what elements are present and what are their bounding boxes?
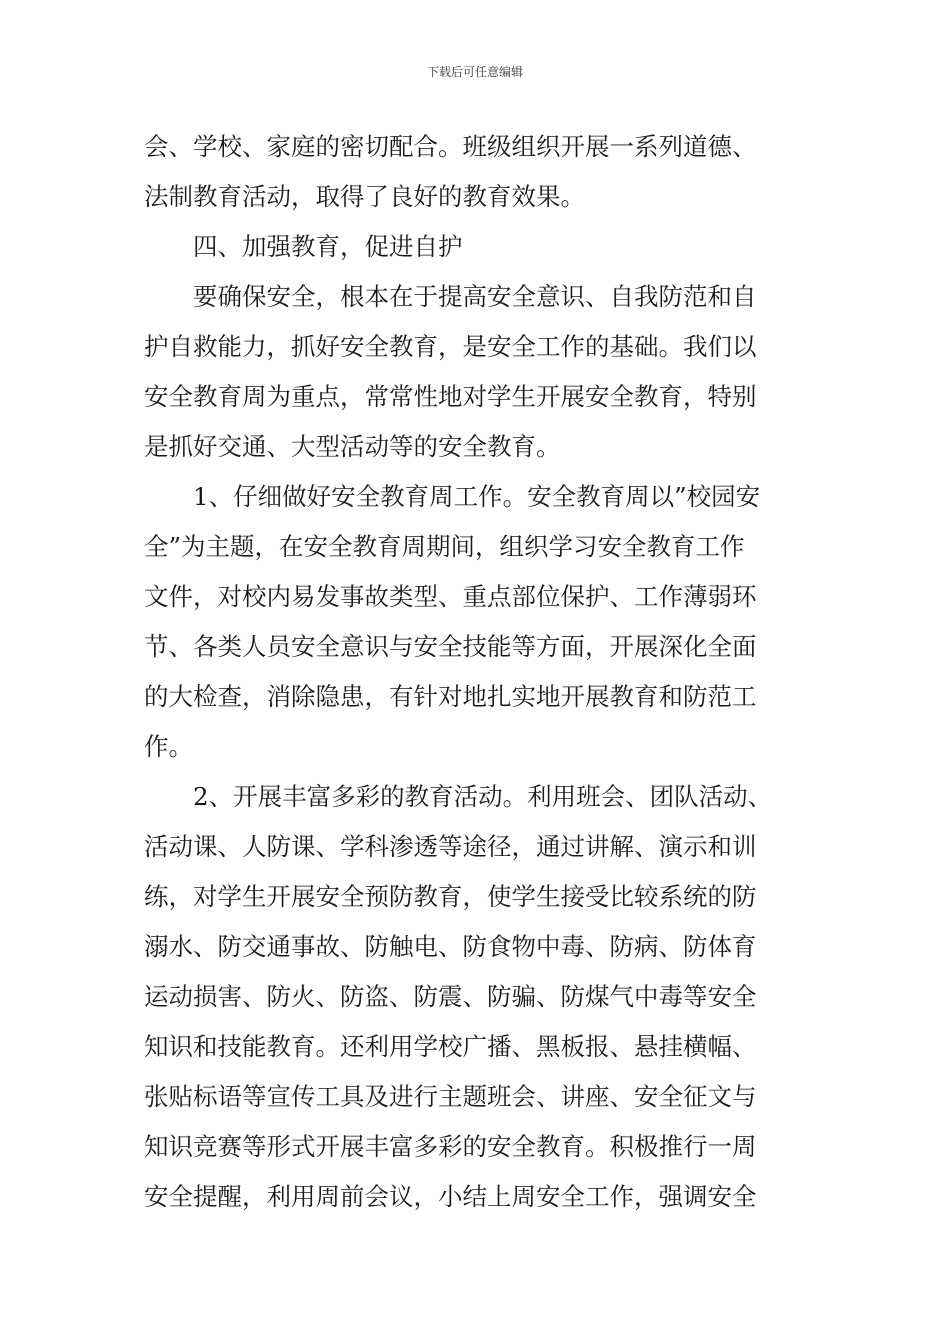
body-line: 会、学校、家庭的密切配合。班级组织开展一系列道德、 <box>144 132 757 161</box>
body-line: 护自救能力，抓好安全教育，是安全工作的基础。我们以 <box>144 332 757 361</box>
body-line: 文件，对校内易发事故类型、重点部位保护、工作薄弱环 <box>144 582 757 611</box>
body-line: 安全教育周为重点，常常性地对学生开展安全教育，特别 <box>144 382 757 411</box>
body-line: 知识和技能教育。还利用学校广播、黑板报、悬挂横幅、 <box>144 1032 757 1061</box>
body-line: 安全提醒，利用周前会议，小结上周安全工作，强调安全 <box>144 1182 757 1211</box>
body-line: 全”为主题，在安全教育周期间，组织学习安全教育工作 <box>144 532 745 561</box>
paragraph-first-line: 要确保安全，根本在于提高安全意识、自我防范和自 <box>193 282 757 311</box>
body-line: 的大检查，消除隐患，有针对地扎实地开展教育和防范工 <box>144 682 757 711</box>
body-line: 活动课、人防课、学科渗透等途径，通过讲解、演示和训 <box>144 832 757 861</box>
paragraph-first-line: 2、开展丰富多彩的教育活动。利用班会、团队活动、 <box>193 782 773 811</box>
body-line: 练，对学生开展安全预防教育，使学生接受比较系统的防 <box>144 882 757 911</box>
body-line: 知识竞赛等形式开展丰富多彩的安全教育。积极推行一周 <box>144 1132 757 1161</box>
section-heading: 四、加强教育，促进自护 <box>193 232 463 261</box>
paragraph-first-line: 1、仔细做好安全教育周工作。安全教育周以”校园安 <box>193 482 761 511</box>
page-header-note: 下载后可任意编辑 <box>426 65 523 79</box>
body-line: 作。 <box>144 732 193 761</box>
body-line: 溺水、防交通事故、防触电、防食物中毒、防病、防体育 <box>144 932 757 961</box>
body-line: 法制教育活动，取得了良好的教育效果。 <box>144 182 585 211</box>
body-line: 是抓好交通、大型活动等的安全教育。 <box>144 432 561 461</box>
document-body <box>144 122 808 1222</box>
body-line: 运动损害、防火、防盗、防震、防骗、防煤气中毒等安全 <box>144 982 757 1011</box>
body-line: 张贴标语等宣传工具及进行主题班会、讲座、安全征文与 <box>144 1082 757 1111</box>
body-line: 节、各类人员安全意识与安全技能等方面，开展深化全面 <box>144 632 757 661</box>
